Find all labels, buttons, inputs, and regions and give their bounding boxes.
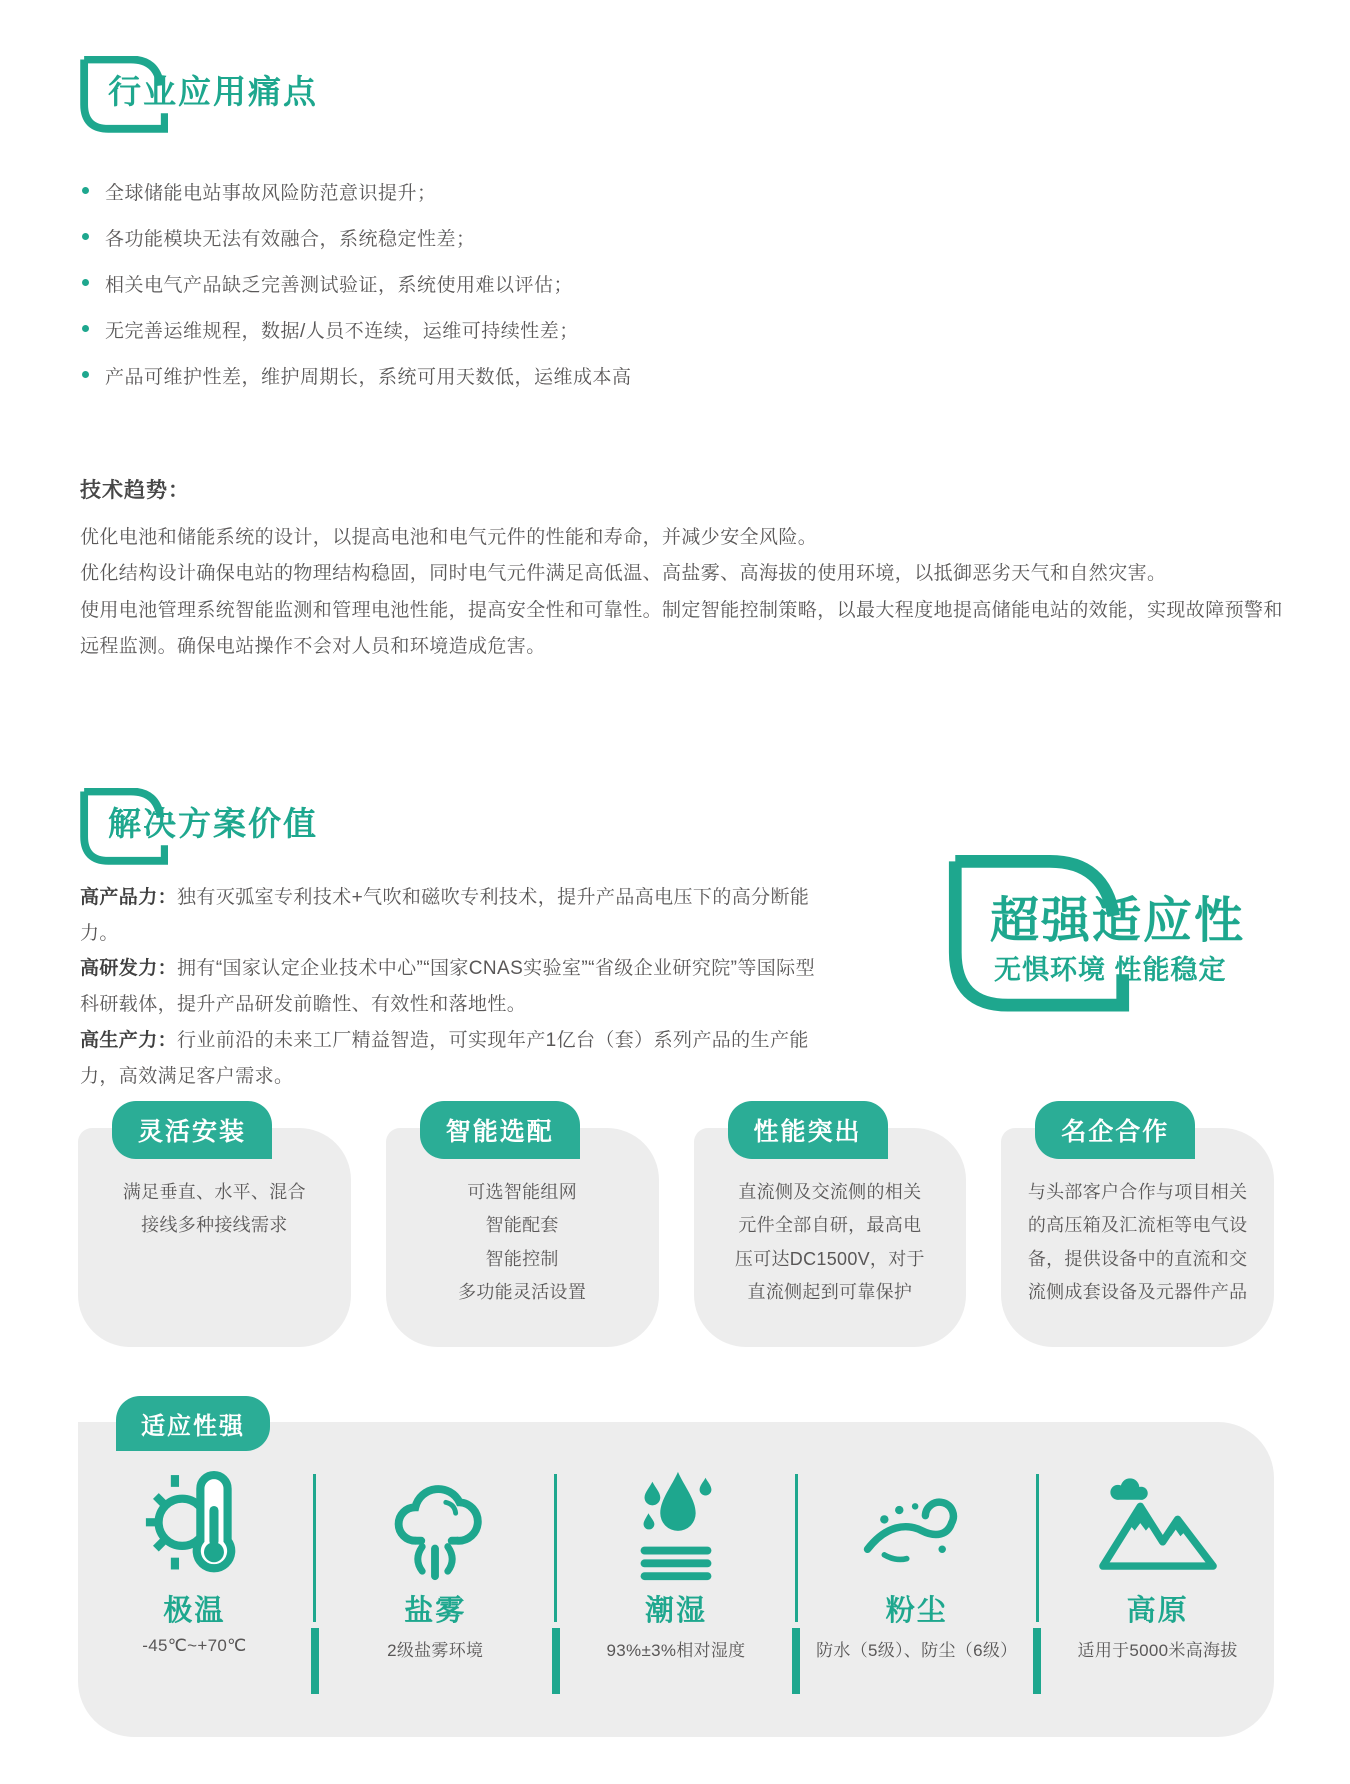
pain-point-text: 相关电气产品缺乏完善测试验证，系统使用难以评估； xyxy=(105,275,574,296)
solution-item-text: 行业前沿的未来工厂精益智造，可实现年产1亿台（套）系列产品的生产能力，高效满足客户需求。 xyxy=(80,1029,809,1087)
list-item xyxy=(82,362,632,389)
list-item xyxy=(82,224,632,251)
bullet-dot-icon xyxy=(82,371,89,378)
pain-points-title: 行业应用痛点 xyxy=(108,73,318,110)
callout-subtitle: 无惧环境 性能稳定 xyxy=(994,955,1227,985)
bullet-dot-icon xyxy=(82,187,89,194)
adapt-item-extreme-temp xyxy=(78,1464,311,1737)
tech-trends-paragraph: 使用电池管理系统智能监测和管理电池性能，提高安全性和可靠性。制定智能控制策略，以最大程度地提高储能电站的效能，实现故障预警和远程监测。确保电站操作不会对人员和环境造成危害。 xyxy=(80,599,1283,658)
card-badge: 名企合作 xyxy=(1035,1101,1195,1159)
adapt-detail: 防水（5级）、防尘（6级） xyxy=(816,1641,1018,1660)
list-item xyxy=(82,270,632,297)
card-line: 多功能灵活设置 xyxy=(458,1281,587,1302)
card-line: 流侧成套设备及元器件产品 xyxy=(1027,1281,1248,1302)
card-line: 备，提供设备中的直流和交 xyxy=(1027,1248,1248,1269)
card-line: 直流侧起到可靠保护 xyxy=(747,1281,913,1302)
tech-trends-paragraph: 优化结构设计确保电站的物理结构稳固，同时电气元件满足高低温、高盐雾、高海拔的使用环境，以抵御恶劣天气和自然灾害。 xyxy=(80,563,1167,585)
solution-value-title: 解决方案价值 xyxy=(108,805,318,842)
pain-points-list xyxy=(82,178,632,408)
solution-item-label: 高产品力： xyxy=(80,887,178,908)
card-line: 可选智能组网 xyxy=(467,1182,578,1202)
card-line: 满足垂直、水平、混合 xyxy=(122,1182,306,1202)
mountain-icon xyxy=(1097,1464,1219,1586)
solution-item-label: 高生产力： xyxy=(80,1029,178,1051)
solution-item-text: 拥有“国家认定企业技术中心”“国家CNAS实验室”“省级企业研究院”等国际型科研载体，提升产品研发前瞻性、有效性和落地性。 xyxy=(80,958,815,1016)
adapt-item-altitude xyxy=(1041,1464,1274,1737)
divider xyxy=(552,1474,560,1737)
bullet-dot-icon xyxy=(82,279,89,286)
feature-card-smart-options xyxy=(386,1118,659,1347)
list-item xyxy=(82,178,632,205)
list-item xyxy=(82,316,632,343)
card-line: 压可达DC1500V，对于 xyxy=(734,1248,925,1269)
divider xyxy=(1033,1474,1041,1737)
card-line: 智能配套 xyxy=(485,1215,559,1236)
adaptability-badge: 适应性强 xyxy=(116,1396,270,1451)
feature-card-flexible-install xyxy=(78,1118,351,1347)
tech-trends-section xyxy=(80,474,1295,666)
adapt-item-salt-fog xyxy=(319,1464,552,1737)
adapt-label: 高原 xyxy=(1126,1595,1189,1627)
divider xyxy=(792,1474,800,1737)
adapt-label: 盐雾 xyxy=(404,1595,467,1627)
adapt-detail: -45℃~+70℃ xyxy=(142,1636,247,1655)
adapt-item-dust xyxy=(800,1464,1033,1737)
solution-value-item xyxy=(80,880,822,951)
salt-fog-cloud-icon xyxy=(376,1464,494,1586)
card-badge: 智能选配 xyxy=(420,1101,580,1159)
pain-point-text: 无完善运维规程，数据/人员不连续，运维可持续性差； xyxy=(105,321,579,342)
card-line: 接线多种接线需求 xyxy=(141,1215,288,1236)
solution-value-item xyxy=(80,951,822,1022)
tech-trends-paragraph: 优化电池和储能系统的设计，以提高电池和电气元件的性能和寿命，并减少安全风险。 xyxy=(80,527,818,548)
solution-value-item xyxy=(80,1023,822,1094)
feature-card-partnership xyxy=(1001,1118,1274,1347)
card-line: 智能控制 xyxy=(485,1248,559,1269)
bullet-dot-icon xyxy=(82,233,89,240)
adapt-label: 极温 xyxy=(163,1595,226,1627)
solution-item-text: 独有灭弧室专利技术+气吹和磁吹专利技术，提升产品高电压下的高分断能力。 xyxy=(80,887,810,944)
card-line: 的高压箱及汇流柜等电气设 xyxy=(1027,1215,1248,1236)
adapt-label: 粉尘 xyxy=(885,1595,948,1627)
pain-point-text: 产品可维护性差，维护周期长，系统可用天数低，运维成本高 xyxy=(105,367,632,388)
callout-title: 超强适应性 xyxy=(990,894,1246,948)
feature-cards xyxy=(78,1118,1274,1347)
adapt-item-humidity xyxy=(560,1464,793,1737)
feature-card-performance xyxy=(694,1118,967,1347)
adaptability-row xyxy=(78,1422,1274,1737)
divider xyxy=(311,1474,319,1737)
humidity-drops-icon xyxy=(617,1464,735,1586)
solution-item-label: 高研发力： xyxy=(80,958,178,980)
card-line: 元件全部自研，最高电 xyxy=(738,1215,922,1236)
card-line: 与头部客户合作与项目相关 xyxy=(1027,1182,1248,1202)
tech-trends-heading: 技术趋势： xyxy=(80,479,190,502)
sun-thermometer-icon xyxy=(135,1464,253,1586)
adapt-detail: 适用于5000米高海拔 xyxy=(1077,1641,1238,1660)
dust-swirl-icon xyxy=(856,1464,978,1586)
pain-point-text: 各功能模块无法有效融合，系统稳定性差； xyxy=(105,229,476,250)
adapt-detail: 93%±3%相对湿度 xyxy=(606,1641,746,1660)
adaptability-strip xyxy=(78,1413,1274,1737)
adaptability-callout xyxy=(938,838,1338,1048)
adapt-label: 潮湿 xyxy=(644,1595,707,1627)
bullet-dot-icon xyxy=(82,325,89,332)
card-badge: 性能突出 xyxy=(728,1101,888,1159)
card-badge: 灵活安装 xyxy=(112,1101,272,1159)
card-line: 直流侧及交流侧的相关 xyxy=(738,1182,922,1202)
adapt-detail: 2级盐雾环境 xyxy=(387,1641,484,1660)
solution-value-text xyxy=(80,880,822,1094)
pain-point-text: 全球储能电站事故风险防范意识提升； xyxy=(105,183,437,204)
